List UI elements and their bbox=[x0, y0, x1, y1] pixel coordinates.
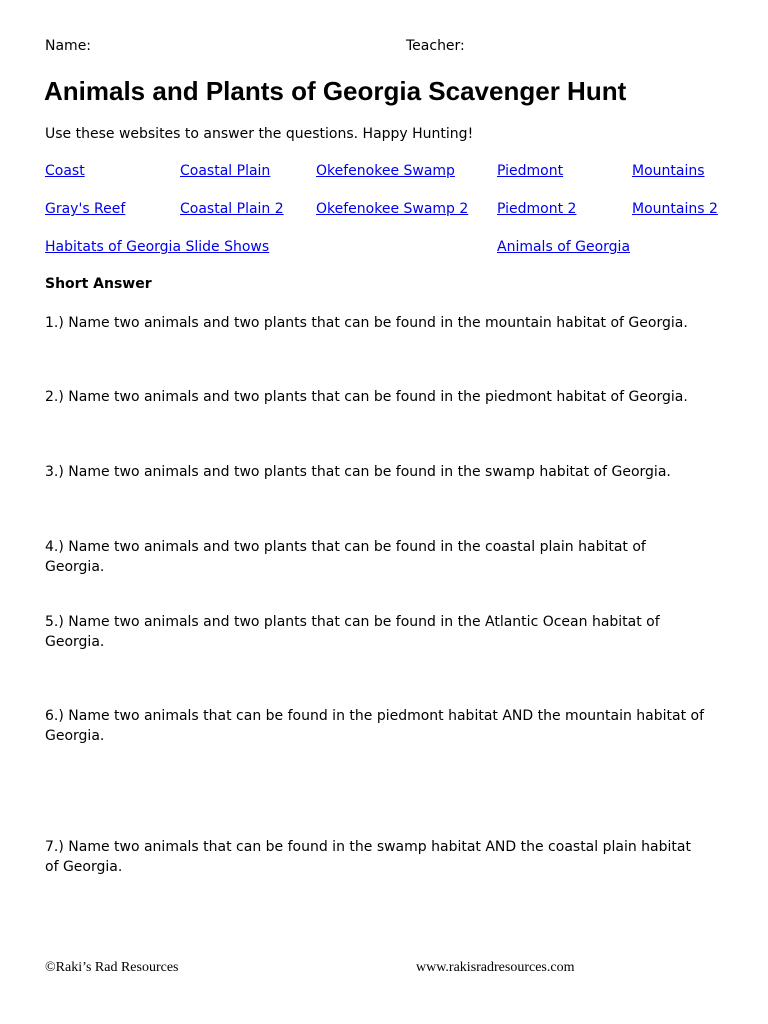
footer-copyright: ©Raki’s Rad Resources bbox=[45, 960, 179, 975]
question-5: 5.) Name two animals and two plants that can be found in the Atlantic Ocean habitat of Georgia. bbox=[45, 614, 660, 650]
question-2: 2.) Name two animals and two plants that can be found in the piedmont habitat of Georgia. bbox=[45, 389, 688, 405]
link-okefenokee-swamp[interactable]: Okefenokee Swamp bbox=[316, 163, 455, 179]
question-6: 6.) Name two animals that can be found in the piedmont habitat AND the mountain habitat of Georgia. bbox=[45, 708, 705, 744]
section-title: Short Answer bbox=[45, 276, 152, 292]
question-7: 7.) Name two animals that can be found in the swamp habitat AND the coastal plain habitat of Georgia. bbox=[45, 839, 691, 875]
link-animals-of-georgia[interactable]: Animals of Georgia bbox=[497, 239, 631, 255]
link-coast[interactable]: Coast bbox=[45, 163, 85, 179]
question-1: 1.) Name two animals and two plants that can be found in the mountain habitat of Georgia. bbox=[45, 315, 688, 331]
link-coastal-plain[interactable]: Coastal Plain bbox=[180, 163, 271, 179]
link-mountains-2[interactable]: Mountains 2 bbox=[632, 201, 718, 217]
link-grays-reef[interactable]: Gray's Reef bbox=[45, 201, 126, 217]
question-3: 3.) Name two animals and two plants that can be found in the swamp habitat of Georgia. bbox=[45, 464, 671, 480]
page-title: Animals and Plants of Georgia Scavenger Hunt bbox=[44, 76, 627, 106]
link-piedmont[interactable]: Piedmont bbox=[497, 163, 564, 179]
question-4: 4.) Name two animals and two plants that can be found in the coastal plain habitat of Georgia. bbox=[45, 539, 646, 575]
name-label: Name: bbox=[45, 38, 92, 54]
footer-url: www.rakisradresources.com bbox=[416, 960, 575, 975]
link-mountains[interactable]: Mountains bbox=[632, 163, 705, 179]
link-habitats-slide-shows[interactable]: Habitats of Georgia Slide Shows bbox=[45, 239, 270, 255]
link-piedmont-2[interactable]: Piedmont 2 bbox=[497, 201, 577, 217]
link-coastal-plain-2[interactable]: Coastal Plain 2 bbox=[180, 201, 284, 217]
teacher-label: Teacher: bbox=[406, 38, 465, 54]
instructions: Use these websites to answer the questions. Happy Hunting! bbox=[45, 126, 474, 142]
link-okefenokee-swamp-2[interactable]: Okefenokee Swamp 2 bbox=[316, 201, 469, 217]
